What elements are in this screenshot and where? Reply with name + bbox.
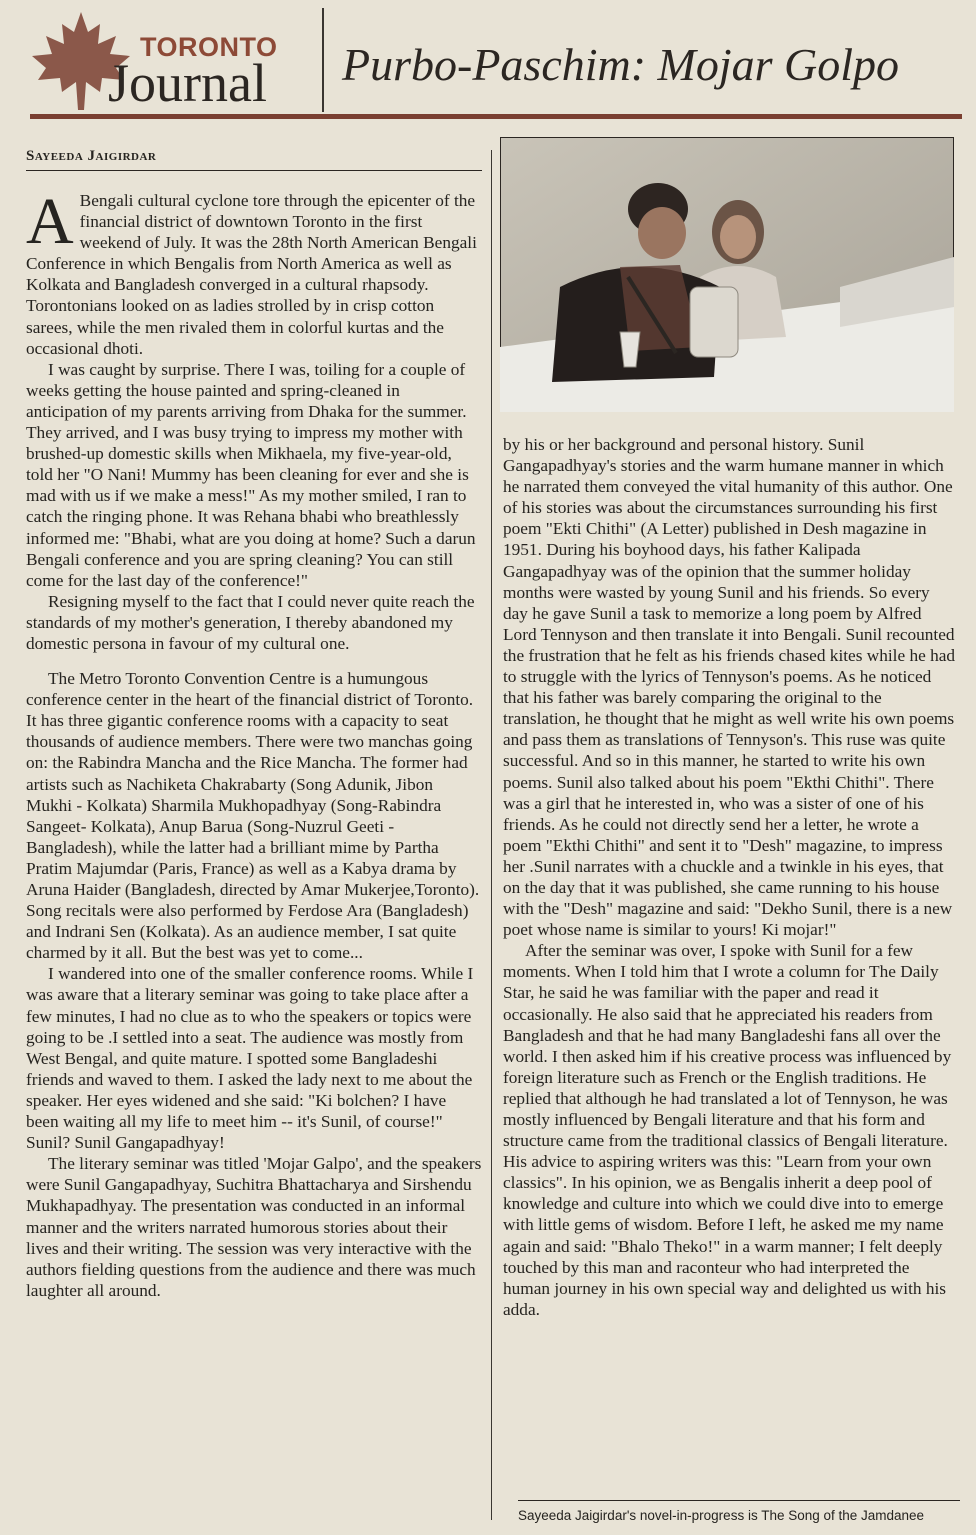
masthead-divider (322, 8, 324, 112)
article-column-left (26, 185, 482, 1301)
masthead-rule (30, 114, 962, 119)
article-photo (500, 137, 954, 412)
article-paragraph: Resigning myself to the fact that I could never quite reach the standards of my mother's generation, I thereby abandoned my domestic persona in favour of my cultural one. (26, 591, 475, 653)
brand-journal: Journal (108, 53, 267, 113)
byline: Sayeeda Jaigirdar (26, 148, 157, 164)
column-divider (491, 150, 492, 1520)
article-paragraph: The literary seminar was titled 'Mojar Galpo', and the speakers were Sunil Gangapadhyay, Suchitra Bhattacharya and Sirshendu Mukhapadhyay. The presentation was conducted in an informal manner and the writers narrated humorous stories about their lives and their writing. The session was very interactive with the authors fielding questions from the audience and there was much laughter all around. (26, 1154, 482, 1300)
article-paragraph: I wandered into one of the smaller conference rooms. While I was aware that a literary seminar was going to take place after a few minutes, I had no clue as to who the speakers or topics were going to be .I settled into a seat. The audience was mostly from West Bengal, and quite mature. I spotted some Bangladeshi friends and waved to them. I asked the lady next to me about the speaker. Her eyes widened and she said: "Ki bolchen? I have been waiting all my life to meet him -- it's Sunil, of course!" Sunil? Sunil Gangapadhyay! (26, 964, 474, 1153)
brand-toronto: TORONTO (140, 32, 278, 62)
article-paragraph: The Metro Toronto Convention Centre is a humungous conference center in the heart of the financial district of Toronto. It has three gigantic conference rooms with a capacity to seat thousands of audience members. There were two manchas going on: the Rabindra Mancha and the Rice Mancha. The former had artists such as Nachiketa Chakrabarty (Song Adunik, Jibon Mukhi - Kolkata) Sharmila Mukhopadhyay (Song-Rabindra Sangeet- Kolkata), Anup Barua (Song-Nuzrul Geeti -Bangladesh), while the latter had a brilliant mime by Partha Pratim Majumdar (Paris, France) as well as a Kabya drama by Aruna Haider (Bangladesh, directed by Amar Mukerjee,Toronto). Song recitals were also performed by Ferdose Ara (Bangladesh) and Indrani Sen (Kolkata). As an audience member, I sat quite charmed by it all. But the best was yet to come... (26, 669, 480, 963)
drop-cap: A (26, 185, 74, 258)
article-column-right (503, 434, 958, 1320)
article-paragraph: I was caught by surprise. There I was, toiling for a couple of weeks getting the house painted and spring-cleaned in anticipation of my parents arriving from Dhaka for the summer. They arrived, and I was busy trying to impress my mother with brushed-up domestic skills when Mikhaela, my five-year-old, told her "O Nani! Mummy has been cleaning for ever and she is mad with us if we make a mess!" As my mother smiled, I ran to catch the ringing phone. It was Rehana bhabi who breathlessly informed me: "Bhabi, what are you doing at home? Such a darun Bengali conference and you are spring cleaning? You can still come for the last day of the conference!" (26, 359, 476, 590)
article-paragraph: After the seminar was over, I spoke with Sunil for a few moments. When I told him that I wrote a column for The Daily Star, he said he was familiar with the paper and read it occasionally. He also said that he appreciated his readers from Bangladesh and that he had many Bangladeshi fans all over the world. I then asked him if his creative process was influenced by foreign literature such as French or the English traditions. He replied that although he had translated a lot of Tennyson, he was mostly influenced by Bengali literature and that his form and structure came from the traditional classics of Bengali literature. His advice to aspiring writers was this: "Learn from your own classics". In his opinion, we as Bengalis inherit a deep pool of knowledge and culture into which we could dive into to emerge with little gems of wisdom. Before I left, he asked me my name again and said: "Bhalo Theko!" in a warm manner; I felt deeply touched by this man and raconteur who had interpreted the human journey in his own special way and delighted us with his adda. (503, 941, 952, 1319)
masthead (0, 0, 976, 118)
byline-rule (26, 170, 482, 171)
article-paragraph (26, 185, 482, 359)
article-paragraph: by his or her background and personal history. Sunil Gangapadhyay's stories and the warm humane manner in which he narrated them conveyed the vital humanity of this author. One of his stories was about the circumstances surrounding his first poem "Ekti Chithi" (A Letter) published in Desh magazine in 1951. During his boyhood days, his father Kalipada Gangapadhyay was of the opinion that the summer holiday months were wasted by young Sunil and his friends. So every day he gave Sunil a task to memorize a long poem by Alfred Lord Tennyson and then translate it into Bengali. Sunil recounted the frustration that he felt as his friends chased kites while he had to struggle with the lyrics of Tennyson's poems. As he noticed that his father was barely comparing the original to the translation, he thought that he might as well write his own poems and pass them as translations of Tennyson's. This ruse was quite successful. And so in this manner, he started to write his own poems. Sunil also talked about his poem "Ekthi Chithi". There was a girl that he interested in, who was a sister of one of his friends. As he could not directly send her a letter, he wrote a poem "Ekthi Chithi" and sent it to "Desh" magazine, to impress her .Sunil narrates with a chuckle and a twinkle in his eyes, that on the day that it was published, she came running to his house with the "Desh" magazine and said: "Dekho Sunil, there is a new poet whose name is similar to yours! Ki mojar!" (503, 435, 956, 940)
article-headline: Purbo-Paschim: Mojar Golpo (342, 39, 900, 90)
seminar-photo-image (500, 137, 954, 412)
footer-rule (518, 1500, 960, 1501)
author-note: Sayeeda Jaigirdar's novel-in-progress is The Song of the Jamdanee (518, 1508, 925, 1523)
paragraph-text: Bengali cultural cyclone tore through the epicenter of the financial district of downtown Toronto in the first weekend of July. It was the 28th North American Bengali Conference in which Bengalis from North America as well as Kolkata and Bangladesh converged in a cultural rhapsody. Torontonians looked on as ladies strolled by in crisp cotton sarees, while the men rivaled them in colorful kurtas and the occasional dhoti. (26, 191, 477, 358)
